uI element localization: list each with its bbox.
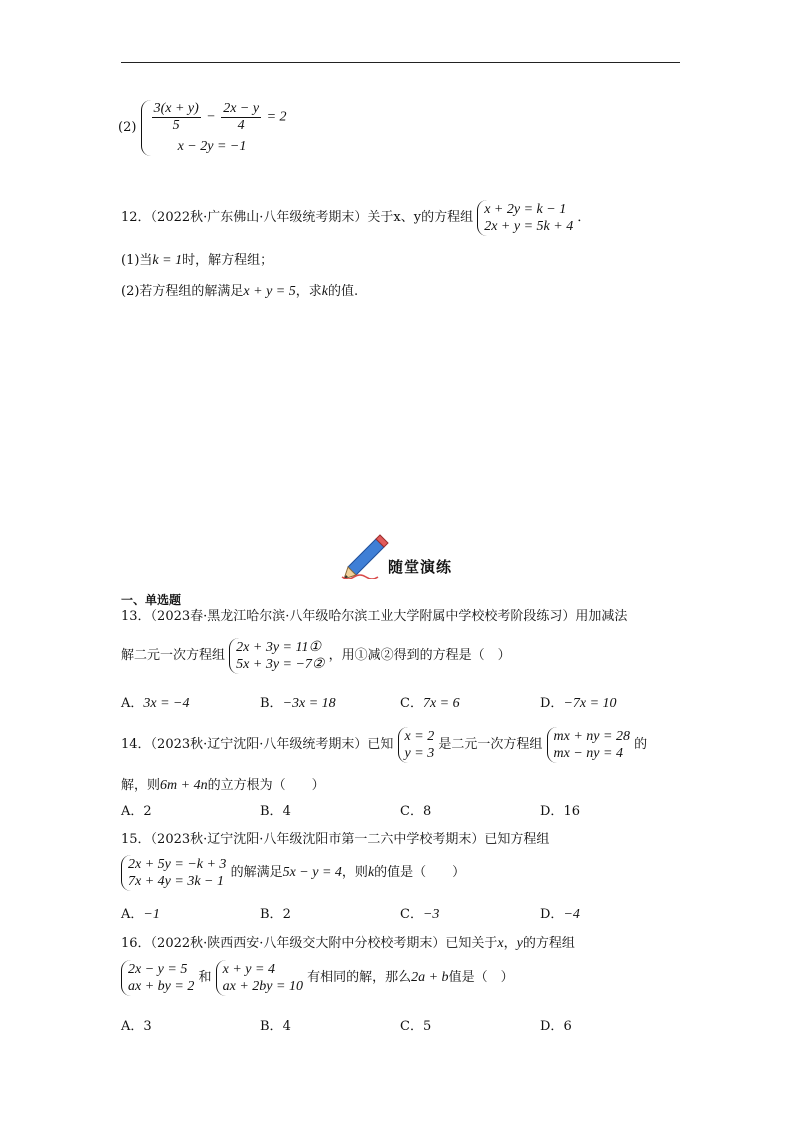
q13-option-c[interactable]: C．7x = 6 [400, 696, 460, 711]
q14-line2: 解，则6m + 4n的立方根为（ ） [121, 778, 325, 793]
q14-option-b[interactable]: B．4 [260, 804, 291, 819]
section-title: 一、单选题 [121, 593, 182, 607]
banner-title: 随堂演练 [388, 558, 453, 576]
q13-option-b[interactable]: B．−3x = 18 [260, 696, 336, 711]
q14-option-d[interactable]: D．16 [540, 804, 580, 819]
q13-option-d[interactable]: D．−7x = 10 [540, 696, 617, 711]
pencil-icon [340, 533, 392, 579]
q11-part-label: (2) [118, 120, 137, 135]
q11-fraction-1: $\frac{3(x + y)}{5}$ [153, 101, 199, 133]
q12-equation-system: x + 2y = k − 1 2x + y = 5k + 4 [477, 200, 573, 236]
q14-equation-system: mx + ny = 28 mx − ny = 4 [547, 727, 630, 763]
q16-line1: 16．（2022秋·陕西西安·八年级交大附中分校校考期末）已知关于x，y的方程组 [121, 936, 575, 951]
q12-part2: (2)若方程组的解满足x + y = 5，求k的值. [121, 284, 359, 299]
q16-system-b: x + y = 4 ax + 2by = 10 [216, 960, 303, 996]
q15-line1: 15．（2023秋·辽宁沈阳·八年级沈阳市第一二六中学校考期末）已知方程组 [121, 832, 550, 847]
q13-option-a[interactable]: A．3x = −4 [121, 696, 190, 711]
q16-line2: 2x − y = 5 ax + by = 2 和 x + y = 4 ax + 2by = 10 有相同的解，那么2a + b值是（ ） [121, 960, 514, 996]
q11-part2 [118, 100, 287, 156]
q13-equation-system: 2x + 3y = 11① 5x + 3y = −7② [229, 638, 324, 674]
q15-line2: 2x + 5y = −k + 3 7x + 4y = 3k − 1 的解满足5x − y = 4，则k的值是（ ） [121, 855, 465, 891]
q14-line1: 14．（2023秋·辽宁沈阳·八年级统考期末）已知 x = 2 y = 3 是二元一次方程组 mx + ny = 28 mx − ny = 4 的 [121, 729, 648, 761]
header-rule [121, 62, 680, 63]
q14-option-a[interactable]: A．2 [121, 804, 152, 819]
q16-option-d[interactable]: D．6 [540, 1019, 572, 1034]
q15-option-d[interactable]: D．−4 [540, 907, 580, 922]
q15-option-c[interactable]: C．−3 [400, 907, 440, 922]
q15-equation-system: 2x + 5y = −k + 3 7x + 4y = 3k − 1 [121, 855, 226, 891]
q12-stem: 12．（2022秋·广东佛山·八年级统考期末）关于x、y的方程组 x + 2y = k − 1 2x + y = 5k + 4 ． [121, 202, 591, 234]
q13-line1: 13．（2023春·黑龙江哈尔滨·八年级哈尔滨工业大学附属中学校校考阶段练习）用加减法 [121, 609, 628, 624]
q16-option-b[interactable]: B．4 [260, 1019, 291, 1034]
q12-part1: (1)当k = 1时，解方程组； [121, 253, 274, 268]
q14-solution-system: x = 2 y = 3 [398, 727, 435, 763]
q16-system-a: 2x − y = 5 ax + by = 2 [121, 960, 194, 996]
q16-option-c[interactable]: C．5 [400, 1019, 432, 1034]
q15-option-a[interactable]: A．−1 [121, 907, 160, 922]
q11-equation-2: x − 2y = −1 [177, 139, 247, 154]
q16-option-a[interactable]: A．3 [121, 1019, 152, 1034]
q11-fraction-2: $\frac{2x - y}{4}$ [223, 101, 260, 133]
q13-line2: 解二元一次方程组 2x + 3y = 11① 5x + 3y = −7② ，用①减②得到的方程是（ ） [121, 640, 511, 672]
q11-equation-system: $\frac{3(x + y)}{5}$ − $\frac{2x - y}{4}$ = 2 x − 2y = −1 [141, 100, 287, 156]
q15-option-b[interactable]: B．2 [260, 907, 291, 922]
q14-option-c[interactable]: C．8 [400, 804, 432, 819]
